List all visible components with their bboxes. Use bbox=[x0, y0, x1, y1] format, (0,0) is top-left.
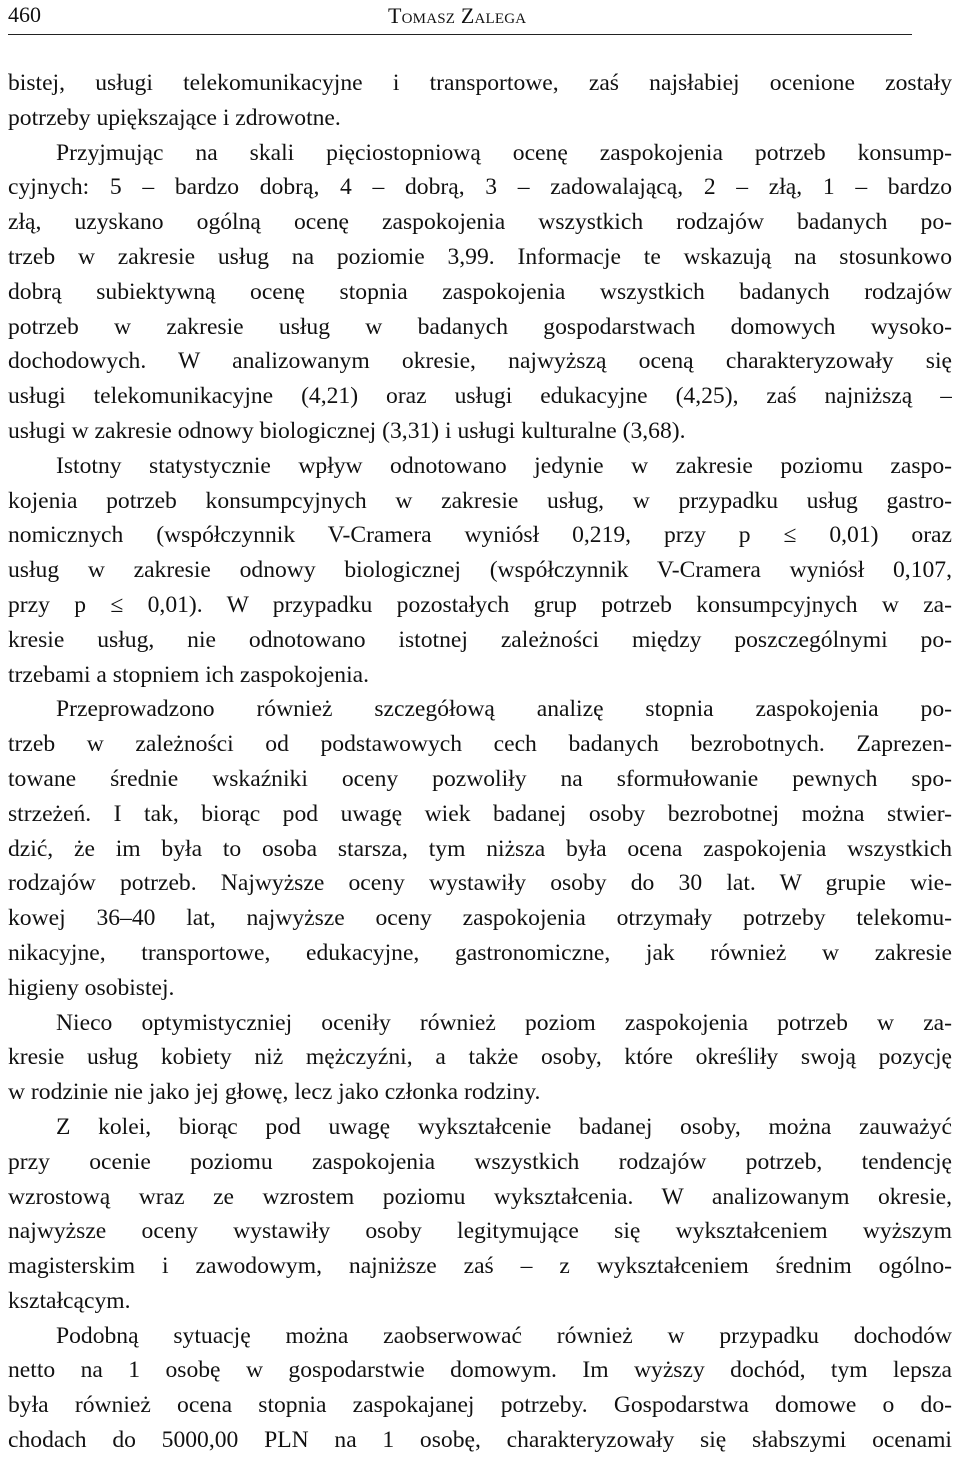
text-line: rodzajów potrzeb. Najwyższe oceny wystawiły osoby do 30 lat. W grupie wie- bbox=[8, 870, 952, 897]
text-line: Przeprowadzono również szczegółową analizę stopnia zaspokojenia po- bbox=[56, 696, 952, 723]
text-line: najwyższe oceny wystawiły osoby legitymujące się wykształceniem wyższym bbox=[8, 1218, 952, 1245]
text-line: wzrostową wraz ze wzrostem poziomu wykształcenia. W analizowanym okresie, bbox=[8, 1183, 952, 1210]
text-line: kowej 36–40 lat, najwyższe oceny zaspokojenia otrzymały potrzeby telekomu- bbox=[8, 905, 952, 932]
text-line: dochodowych. W analizowanym okresie, najwyższą oceną charakteryzowały się bbox=[8, 348, 952, 375]
text-line: Istotny statystycznie wpływ odnotowano jedynie w zakresie poziomu zaspo- bbox=[56, 452, 952, 479]
text-line: nomicznych (współczynnik V-Cramera wyniósł 0,219, przy p ≤ 0,01) oraz bbox=[8, 522, 952, 549]
text-line: była również ocena stopnia zaspokajanej potrzeby. Gospodarstwa domowe o do- bbox=[8, 1392, 952, 1419]
text-line: nikacyjne, transportowe, edukacyjne, gastronomiczne, jak również w zakresie bbox=[8, 939, 952, 966]
text-line: kresie usług, nie odnotowano istotnej zależności między poszczególnymi po- bbox=[8, 626, 952, 653]
text-line: przy ocenie poziomu zaspokojenia wszystkich rodzajów potrzeb, tendencję bbox=[8, 1148, 952, 1175]
text-line: bistej, usługi telekomunikacyjne i transportowe, zaś najsłabiej ocenione zostały bbox=[8, 70, 952, 96]
text-line: netto na 1 osobę w gospodarstwie domowym. Im wyższy dochód, tym lepsza bbox=[8, 1357, 952, 1384]
text-line: trzeb w zakresie usług na poziomie 3,99. Informacje te wskazują na stosunkowo bbox=[8, 243, 952, 270]
text-line: Podobną sytuację można zaobserwować również w przypadku dochodów bbox=[56, 1322, 952, 1349]
text-line: cyjnych: 5 – bardzo dobrą, 4 – dobrą, 3 – zadowalającą, 2 – złą, 1 – bardzo bbox=[8, 174, 952, 201]
page-header bbox=[8, 0, 912, 35]
text-line: w rodzinie nie jako jej głowę, lecz jako członka rodziny. bbox=[8, 1079, 541, 1106]
text-line: chodach do 5000,00 PLN na 1 osobę, charakteryzowały się słabszymi ocenami bbox=[8, 1427, 952, 1454]
text-line: Nieco optymistyczniej oceniły również poziom zaspokojenia potrzeb w za- bbox=[56, 1009, 952, 1036]
page-number: 460 bbox=[8, 2, 41, 27]
text-line: trzeb w zależności od podstawowych cech badanych bezrobotnych. Zaprezen- bbox=[8, 731, 952, 758]
text-line: usług w zakresie odnowy biologicznej (współczynnik V-Cramera wyniósł 0,107, bbox=[8, 557, 952, 584]
text-line: towane średnie wskaźniki oceny pozwoliły na sformułowanie pewnych spo- bbox=[8, 765, 952, 792]
text-line: przy p ≤ 0,01). W przypadku pozostałych grup potrzeb konsumpcyjnych w za- bbox=[8, 591, 952, 618]
text-line: kresie usług kobiety niż mężczyźni, a także osoby, które określiły swoją pozycję bbox=[8, 1044, 952, 1071]
text-line: potrzeb w zakresie usług w badanych gospodarstwach domowych wysoko- bbox=[8, 313, 952, 340]
text-line: dzić, że im była to osoba starsza, tym niższa była ocena zaspokojenia wszystkich bbox=[8, 835, 952, 862]
text-line: higieny osobistej. bbox=[8, 974, 175, 1001]
text-line: usługi w zakresie odnowy biologicznej (3,31) i usługi kulturalne (3,68). bbox=[8, 417, 686, 444]
running-head-author: Tomasz Zalega bbox=[388, 3, 527, 28]
text-line: usługi telekomunikacyjne (4,21) oraz usługi edukacyjne (4,25), zaś najniższą – bbox=[8, 383, 952, 410]
text-line: Z kolei, biorąc pod uwagę wykształcenie badanej osoby, można zauważyć bbox=[56, 1113, 952, 1140]
text-line: strzeżeń. I tak, biorąc pod uwagę wiek badanej osoby bezrobotnej można stwier- bbox=[8, 800, 952, 827]
text-line: kojenia potrzeb konsumpcyjnych w zakresie usług, w przypadku usług gastro- bbox=[8, 487, 952, 514]
body-text bbox=[8, 66, 952, 1458]
text-line: trzebami a stopniem ich zaspokojenia. bbox=[8, 661, 369, 688]
text-line: Przyjmując na skali pięciostopniową ocenę zaspokojenia potrzeb konsump- bbox=[56, 139, 952, 166]
text-line: kształcącym. bbox=[8, 1287, 131, 1314]
text-line: potrzeby upiększające i zdrowotne. bbox=[8, 104, 341, 131]
text-line: magisterskim i zawodowym, najniższe zaś – z wykształceniem średnim ogólno- bbox=[8, 1253, 952, 1280]
text-line: złą, uzyskano ogólną ocenę zaspokojenia wszystkich rodzajów badanych po- bbox=[8, 209, 952, 236]
text-line: dobrą subiektywną ocenę stopnia zaspokojenia wszystkich badanych rodzajów bbox=[8, 278, 952, 305]
